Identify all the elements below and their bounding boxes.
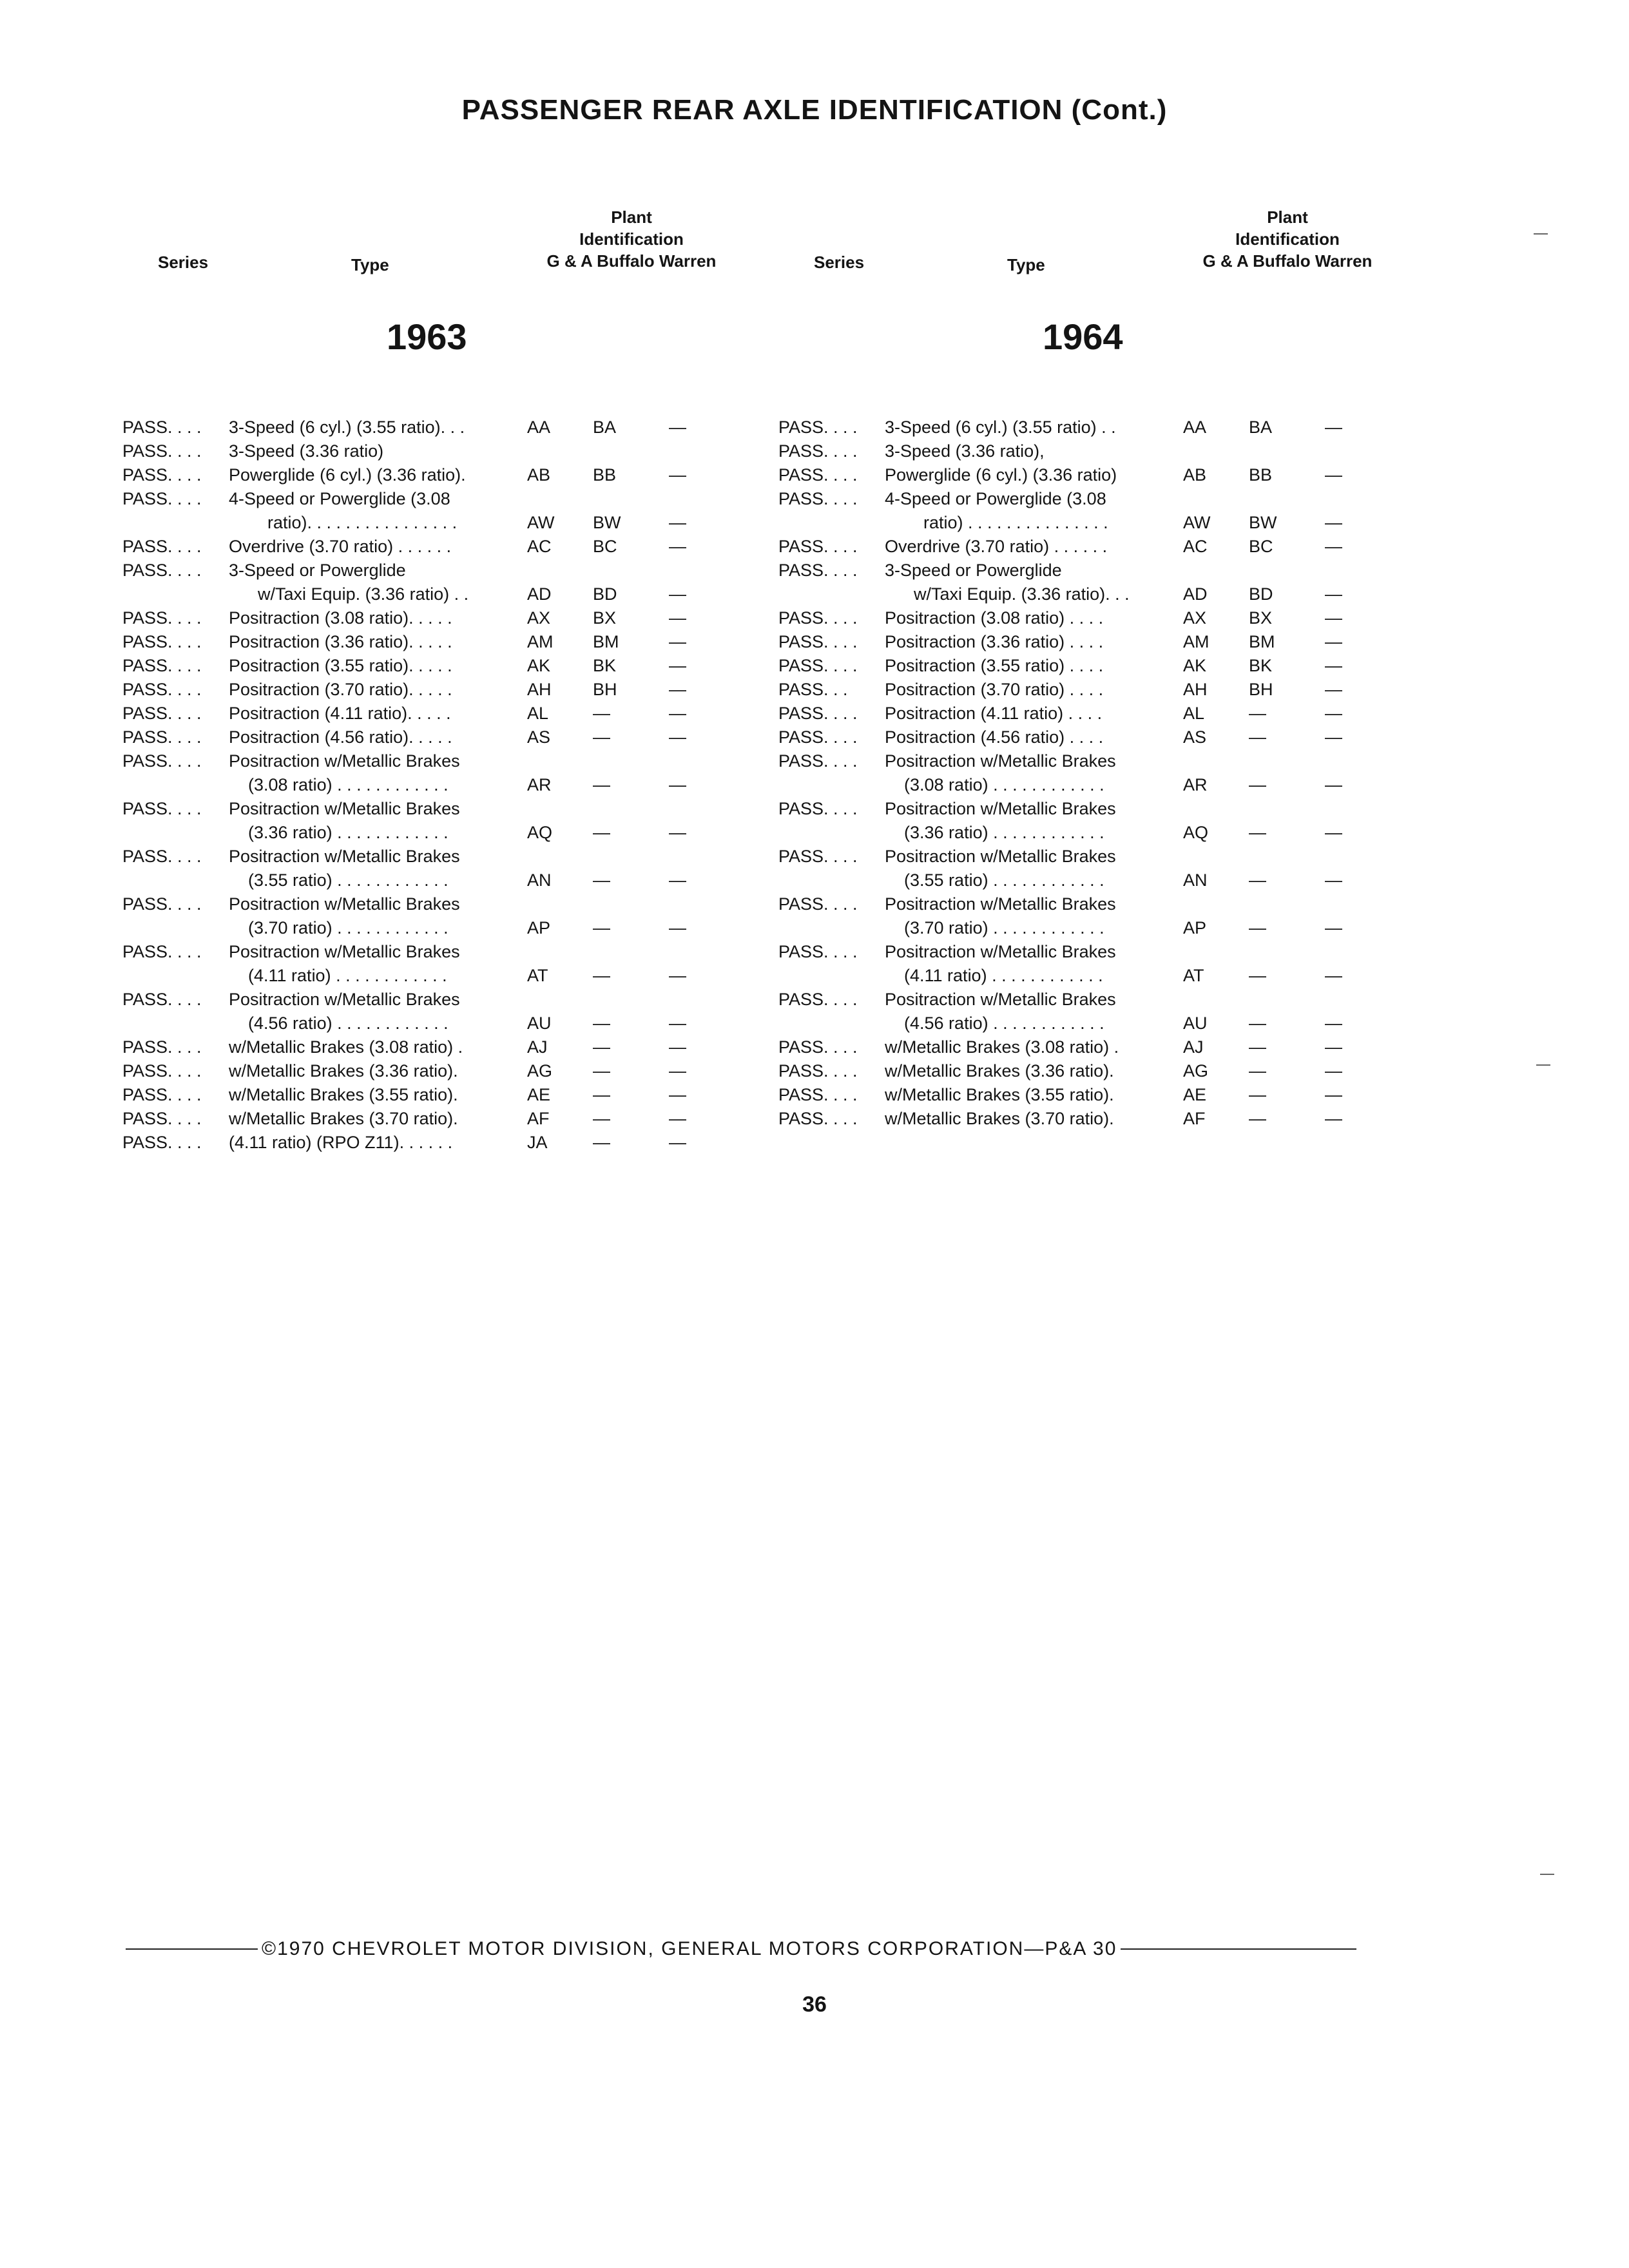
type-cell: 3-Speed or Powerglide w/Taxi Equip. (3.36 ratio) . . bbox=[229, 561, 469, 604]
year-heading: 1964 bbox=[1043, 316, 1123, 357]
warren-code-cell: — bbox=[669, 513, 686, 532]
buffalo-code-cell: — bbox=[1249, 823, 1266, 842]
warren-code-cell: — bbox=[1325, 966, 1342, 985]
series-cell: PASS. . . . bbox=[778, 656, 858, 675]
page-number: 36 bbox=[802, 1992, 827, 2017]
warren-code-cell: — bbox=[669, 823, 686, 842]
series-cell: PASS. . . . bbox=[778, 1037, 858, 1057]
scan-mark bbox=[1540, 1874, 1554, 1875]
series-cell: PASS. . . . bbox=[778, 608, 858, 628]
ga-code-cell: AT bbox=[1183, 966, 1204, 985]
type-cell: Positraction w/Metallic Brakes (3.70 ratio) . . . . . . . . . . . . bbox=[229, 894, 460, 937]
series-cell: PASS. . . . bbox=[778, 704, 858, 723]
series-cell: PASS. . . . bbox=[122, 942, 202, 961]
ga-code-cell: AR bbox=[1183, 775, 1208, 794]
table-row bbox=[778, 559, 1474, 606]
type-cell: Positraction w/Metallic Brakes (3.70 ratio) . . . . . . . . . . . . bbox=[885, 894, 1116, 937]
type-cell: w/Metallic Brakes (3.70 ratio). bbox=[229, 1109, 458, 1128]
table-row bbox=[122, 630, 818, 654]
type-cell: Positraction (3.70 ratio). . . . . bbox=[229, 680, 452, 699]
series-cell: PASS. . . . bbox=[778, 751, 858, 771]
warren-code-cell: — bbox=[1325, 727, 1342, 747]
ga-code-cell: AK bbox=[527, 656, 551, 675]
table-row bbox=[122, 1083, 818, 1107]
buffalo-code-cell: BW bbox=[1249, 513, 1277, 532]
series-cell: PASS. . . . bbox=[122, 608, 202, 628]
table-row bbox=[778, 749, 1474, 797]
ga-code-cell: AA bbox=[1183, 418, 1207, 437]
series-cell: PASS. . . . bbox=[778, 894, 858, 914]
ga-code-cell: AE bbox=[1183, 1085, 1207, 1104]
warren-code-cell: — bbox=[669, 584, 686, 604]
ga-code-cell: AB bbox=[527, 465, 551, 485]
ga-code-cell: AS bbox=[527, 727, 551, 747]
table-row bbox=[778, 702, 1474, 726]
table-row bbox=[122, 463, 818, 487]
series-cell: PASS. . . . bbox=[122, 1133, 202, 1152]
table-row bbox=[778, 726, 1474, 749]
series-cell: PASS. . . . bbox=[122, 894, 202, 914]
table-row bbox=[122, 439, 818, 463]
warren-code-cell: — bbox=[669, 465, 686, 485]
warren-code-cell: — bbox=[669, 870, 686, 890]
ga-code-cell: AD bbox=[527, 584, 552, 604]
ga-code-cell: AC bbox=[527, 537, 552, 556]
table-row bbox=[122, 797, 818, 845]
series-cell: PASS. . . . bbox=[778, 1085, 858, 1104]
series-cell: PASS. . . . bbox=[122, 799, 202, 818]
ga-code-cell: AP bbox=[527, 918, 551, 937]
ga-code-cell: AH bbox=[527, 680, 552, 699]
table-row bbox=[778, 535, 1474, 559]
buffalo-code-cell: BA bbox=[593, 418, 617, 437]
type-cell: Overdrive (3.70 ratio) . . . . . . bbox=[885, 537, 1108, 556]
type-cell: Positraction w/Metallic Brakes (4.11 ratio) . . . . . . . . . . . . bbox=[885, 942, 1116, 985]
type-cell: Positraction (4.11 ratio) . . . . bbox=[885, 704, 1103, 723]
series-cell: PASS. . . . bbox=[122, 751, 202, 771]
ga-code-cell: AP bbox=[1183, 918, 1207, 937]
table-row bbox=[122, 559, 818, 606]
buffalo-code-cell: BX bbox=[1249, 608, 1273, 628]
warren-code-cell: — bbox=[1325, 775, 1342, 794]
buffalo-code-cell: BW bbox=[593, 513, 621, 532]
type-cell: Positraction w/Metallic Brakes (3.36 ratio) . . . . . . . . . . . . bbox=[229, 799, 460, 842]
series-cell: PASS. . . . bbox=[122, 1085, 202, 1104]
warren-code-cell: — bbox=[669, 1014, 686, 1033]
buffalo-code-cell: — bbox=[1249, 704, 1266, 723]
type-cell: 4-Speed or Powerglide (3.08 ratio). . . . . . . . . . . . . . . . bbox=[229, 489, 458, 532]
type-cell: 3-Speed (3.36 ratio) bbox=[229, 441, 384, 461]
warren-code-cell: — bbox=[1325, 1037, 1342, 1057]
plant-header-line3: G & A Buffalo Warren bbox=[1202, 251, 1373, 271]
ga-code-cell: AE bbox=[527, 1085, 551, 1104]
type-cell: w/Metallic Brakes (3.36 ratio). bbox=[229, 1061, 458, 1081]
type-cell: Positraction w/Metallic Brakes (3.08 ratio) . . . . . . . . . . . . bbox=[229, 751, 460, 794]
buffalo-code-cell: BM bbox=[593, 632, 619, 651]
series-cell: PASS. . . bbox=[778, 680, 848, 699]
warren-code-cell: — bbox=[669, 704, 686, 723]
type-cell: w/Metallic Brakes (3.08 ratio) . bbox=[885, 1037, 1119, 1057]
type-cell: 3-Speed (6 cyl.) (3.55 ratio) . . bbox=[885, 418, 1116, 437]
type-cell: Positraction (3.08 ratio). . . . . bbox=[229, 608, 452, 628]
series-cell: PASS. . . . bbox=[778, 727, 858, 747]
buffalo-code-cell: BD bbox=[1249, 584, 1273, 604]
ga-code-cell: AJ bbox=[1183, 1037, 1204, 1057]
ga-code-cell: AB bbox=[1183, 465, 1207, 485]
ga-code-cell: AN bbox=[527, 870, 552, 890]
buffalo-code-cell: — bbox=[593, 1133, 610, 1152]
warren-code-cell: — bbox=[669, 608, 686, 628]
warren-code-cell: — bbox=[669, 1061, 686, 1081]
table-row bbox=[122, 606, 818, 630]
table-row bbox=[122, 988, 818, 1035]
table-row bbox=[122, 416, 818, 439]
series-cell: PASS. . . . bbox=[122, 465, 202, 485]
buffalo-code-cell: — bbox=[1249, 1037, 1266, 1057]
table-row bbox=[778, 845, 1474, 892]
series-cell: PASS. . . . bbox=[778, 537, 858, 556]
warren-code-cell: — bbox=[1325, 1014, 1342, 1033]
column-1964 bbox=[778, 193, 1474, 1198]
series-cell: PASS. . . . bbox=[778, 418, 858, 437]
plant-identification-header bbox=[1178, 206, 1397, 272]
warren-code-cell: — bbox=[669, 1109, 686, 1128]
ga-code-cell: AM bbox=[1183, 632, 1210, 651]
buffalo-code-cell: BH bbox=[593, 680, 617, 699]
buffalo-code-cell: BK bbox=[1249, 656, 1273, 675]
table-row bbox=[778, 606, 1474, 630]
footer-rule-right bbox=[1121, 1948, 1356, 1950]
table-row bbox=[778, 988, 1474, 1035]
buffalo-code-cell: — bbox=[593, 1085, 610, 1104]
type-cell: Positraction (3.36 ratio). . . . . bbox=[229, 632, 452, 651]
ga-code-cell: AN bbox=[1183, 870, 1208, 890]
series-cell: PASS. . . . bbox=[122, 847, 202, 866]
table-row bbox=[122, 702, 818, 726]
ga-code-cell: AF bbox=[1183, 1109, 1206, 1128]
buffalo-code-cell: BC bbox=[593, 537, 617, 556]
buffalo-code-cell: — bbox=[1249, 727, 1266, 747]
table-row bbox=[122, 726, 818, 749]
buffalo-code-cell: — bbox=[1249, 1061, 1266, 1081]
table-row bbox=[122, 845, 818, 892]
series-header: Series bbox=[158, 253, 209, 272]
footer-rule-left bbox=[126, 1948, 258, 1950]
scan-mark bbox=[1536, 1064, 1550, 1066]
buffalo-code-cell: — bbox=[593, 870, 610, 890]
series-cell: PASS. . . . bbox=[122, 1037, 202, 1057]
type-cell: Positraction (3.55 ratio). . . . . bbox=[229, 656, 452, 675]
series-cell: PASS. . . . bbox=[122, 656, 202, 675]
buffalo-code-cell: — bbox=[593, 918, 610, 937]
series-cell: PASS. . . . bbox=[778, 465, 858, 485]
buffalo-code-cell: — bbox=[593, 966, 610, 985]
ga-code-cell: AM bbox=[527, 632, 554, 651]
type-cell: Positraction (4.11 ratio). . . . . bbox=[229, 704, 451, 723]
ga-code-cell: JA bbox=[527, 1133, 548, 1152]
ga-code-cell: AW bbox=[1183, 513, 1211, 532]
ga-code-cell: AD bbox=[1183, 584, 1208, 604]
type-cell: 3-Speed (6 cyl.) (3.55 ratio). . . bbox=[229, 418, 465, 437]
warren-code-cell: — bbox=[1325, 608, 1342, 628]
series-cell: PASS. . . . bbox=[122, 990, 202, 1009]
warren-code-cell: — bbox=[1325, 918, 1342, 937]
warren-code-cell: — bbox=[669, 727, 686, 747]
type-cell: w/Metallic Brakes (3.08 ratio) . bbox=[229, 1037, 463, 1057]
table-row bbox=[778, 797, 1474, 845]
axle-table-1963 bbox=[122, 416, 818, 1155]
series-header: Series bbox=[814, 253, 865, 272]
table-row bbox=[778, 940, 1474, 988]
ga-code-cell: AJ bbox=[527, 1037, 548, 1057]
plant-header-line2: Identification bbox=[579, 229, 684, 249]
warren-code-cell: — bbox=[669, 775, 686, 794]
table-row bbox=[778, 416, 1474, 439]
ga-code-cell: AX bbox=[527, 608, 551, 628]
warren-code-cell: — bbox=[669, 966, 686, 985]
buffalo-code-cell: BH bbox=[1249, 680, 1273, 699]
ga-code-cell: AL bbox=[1183, 704, 1205, 723]
series-cell: PASS. . . . bbox=[778, 561, 858, 580]
type-cell: Positraction w/Metallic Brakes (4.56 ratio) . . . . . . . . . . . . bbox=[885, 990, 1116, 1033]
series-cell: PASS. . . . bbox=[122, 537, 202, 556]
ga-code-cell: AQ bbox=[1183, 823, 1209, 842]
buffalo-code-cell: — bbox=[593, 775, 610, 794]
series-cell: PASS. . . . bbox=[122, 704, 202, 723]
ga-code-cell: AW bbox=[527, 513, 555, 532]
series-cell: PASS. . . . bbox=[778, 1109, 858, 1128]
table-row bbox=[122, 678, 818, 702]
ga-code-cell: AC bbox=[1183, 537, 1208, 556]
scan-mark bbox=[1534, 233, 1548, 235]
type-cell: Positraction (4.56 ratio). . . . . bbox=[229, 727, 452, 747]
table-row bbox=[122, 1107, 818, 1131]
series-cell: PASS. . . . bbox=[122, 489, 202, 508]
buffalo-code-cell: — bbox=[593, 727, 610, 747]
type-cell: Positraction w/Metallic Brakes (3.36 ratio) . . . . . . . . . . . . bbox=[885, 799, 1116, 842]
buffalo-code-cell: BD bbox=[593, 584, 617, 604]
warren-code-cell: — bbox=[1325, 823, 1342, 842]
type-cell: w/Metallic Brakes (3.55 ratio). bbox=[885, 1085, 1114, 1104]
buffalo-code-cell: — bbox=[1249, 1014, 1266, 1033]
ga-code-cell: AR bbox=[527, 775, 552, 794]
ga-code-cell: AA bbox=[527, 418, 551, 437]
table-row bbox=[122, 749, 818, 797]
warren-code-cell: — bbox=[1325, 704, 1342, 723]
warren-code-cell: — bbox=[1325, 584, 1342, 604]
ga-code-cell: AG bbox=[1183, 1061, 1209, 1081]
table-row bbox=[122, 487, 818, 535]
buffalo-code-cell: — bbox=[593, 704, 610, 723]
warren-code-cell: — bbox=[1325, 1109, 1342, 1128]
ga-code-cell: AQ bbox=[527, 823, 553, 842]
series-cell: PASS. . . . bbox=[122, 1061, 202, 1081]
ga-code-cell: AS bbox=[1183, 727, 1207, 747]
warren-code-cell: — bbox=[669, 680, 686, 699]
page-title: PASSENGER REAR AXLE IDENTIFICATION (Cont.) bbox=[461, 94, 1168, 126]
buffalo-code-cell: — bbox=[1249, 918, 1266, 937]
buffalo-code-cell: BM bbox=[1249, 632, 1275, 651]
buffalo-code-cell: — bbox=[593, 1109, 610, 1128]
type-cell: Positraction (4.56 ratio) . . . . bbox=[885, 727, 1104, 747]
column-1963 bbox=[122, 193, 818, 1198]
buffalo-code-cell: BX bbox=[593, 608, 617, 628]
ga-code-cell: AL bbox=[527, 704, 549, 723]
buffalo-code-cell: — bbox=[1249, 870, 1266, 890]
ga-code-cell: AU bbox=[1183, 1014, 1208, 1033]
type-cell: Positraction w/Metallic Brakes (3.55 ratio) . . . . . . . . . . . . bbox=[885, 847, 1116, 890]
table-row bbox=[122, 654, 818, 678]
table-row bbox=[778, 463, 1474, 487]
plant-identification-header bbox=[522, 206, 741, 272]
warren-code-cell: — bbox=[1325, 537, 1342, 556]
buffalo-code-cell: — bbox=[593, 1037, 610, 1057]
warren-code-cell: — bbox=[1325, 632, 1342, 651]
table-row bbox=[778, 678, 1474, 702]
table-row bbox=[122, 1035, 818, 1059]
warren-code-cell: — bbox=[669, 537, 686, 556]
buffalo-code-cell: — bbox=[1249, 1109, 1266, 1128]
series-cell: PASS. . . . bbox=[122, 727, 202, 747]
warren-code-cell: — bbox=[1325, 418, 1342, 437]
type-cell: Positraction w/Metallic Brakes (4.56 ratio) . . . . . . . . . . . . bbox=[229, 990, 460, 1033]
warren-code-cell: — bbox=[669, 1037, 686, 1057]
buffalo-code-cell: BB bbox=[593, 465, 617, 485]
warren-code-cell: — bbox=[1325, 1085, 1342, 1104]
type-cell: w/Metallic Brakes (3.70 ratio). bbox=[885, 1109, 1114, 1128]
buffalo-code-cell: — bbox=[1249, 775, 1266, 794]
warren-code-cell: — bbox=[1325, 465, 1342, 485]
type-cell: 4-Speed or Powerglide (3.08 ratio) . . . . . . . . . . . . . . . bbox=[885, 489, 1108, 532]
type-cell: Positraction (3.36 ratio) . . . . bbox=[885, 632, 1104, 651]
type-cell: (4.11 ratio) (RPO Z11). . . . . . bbox=[229, 1133, 453, 1152]
buffalo-code-cell: — bbox=[593, 823, 610, 842]
series-cell: PASS. . . . bbox=[778, 990, 858, 1009]
table-row bbox=[122, 1059, 818, 1083]
series-cell: PASS. . . . bbox=[778, 632, 858, 651]
year-heading: 1963 bbox=[387, 316, 467, 357]
ga-code-cell: AF bbox=[527, 1109, 550, 1128]
table-row bbox=[122, 535, 818, 559]
table-row bbox=[778, 1107, 1474, 1131]
type-cell: Powerglide (6 cyl.) (3.36 ratio) bbox=[885, 465, 1117, 485]
table-row bbox=[778, 1083, 1474, 1107]
series-cell: PASS. . . . bbox=[122, 441, 202, 461]
table-row bbox=[778, 487, 1474, 535]
warren-code-cell: — bbox=[1325, 870, 1342, 890]
ga-code-cell: AH bbox=[1183, 680, 1208, 699]
ga-code-cell: AU bbox=[527, 1014, 552, 1033]
buffalo-code-cell: — bbox=[1249, 966, 1266, 985]
warren-code-cell: — bbox=[669, 418, 686, 437]
copyright-text: ©1970 CHEVROLET MOTOR DIVISION, GENERAL MOTORS CORPORATION—P&A 30 bbox=[262, 1938, 1117, 1959]
table-row bbox=[122, 1131, 818, 1155]
table-row bbox=[122, 940, 818, 988]
plant-header-line2: Identification bbox=[1235, 229, 1340, 249]
plant-header-line3: G & A Buffalo Warren bbox=[546, 251, 717, 271]
buffalo-code-cell: BC bbox=[1249, 537, 1273, 556]
axle-table-1964 bbox=[778, 416, 1474, 1131]
table-row bbox=[778, 1059, 1474, 1083]
table-row bbox=[778, 892, 1474, 940]
warren-code-cell: — bbox=[1325, 680, 1342, 699]
ga-code-cell: AK bbox=[1183, 656, 1207, 675]
type-header: Type bbox=[351, 255, 389, 274]
buffalo-code-cell: — bbox=[593, 1014, 610, 1033]
type-cell: Positraction w/Metallic Brakes (3.55 ratio) . . . . . . . . . . . . bbox=[229, 847, 460, 890]
type-cell: Positraction w/Metallic Brakes (4.11 ratio) . . . . . . . . . . . . bbox=[229, 942, 460, 985]
series-cell: PASS. . . . bbox=[122, 561, 202, 580]
footer bbox=[126, 1938, 1356, 1960]
series-cell: PASS. . . . bbox=[778, 942, 858, 961]
warren-code-cell: — bbox=[1325, 656, 1342, 675]
type-cell: 3-Speed (3.36 ratio), bbox=[885, 441, 1045, 461]
buffalo-code-cell: BB bbox=[1249, 465, 1273, 485]
series-cell: PASS. . . . bbox=[778, 799, 858, 818]
table-row bbox=[778, 654, 1474, 678]
type-cell: Overdrive (3.70 ratio) . . . . . . bbox=[229, 537, 452, 556]
series-cell: PASS. . . . bbox=[778, 1061, 858, 1081]
series-cell: PASS. . . . bbox=[122, 418, 202, 437]
warren-code-cell: — bbox=[669, 656, 686, 675]
warren-code-cell: — bbox=[669, 1085, 686, 1104]
type-cell: Positraction (3.08 ratio) . . . . bbox=[885, 608, 1104, 628]
warren-code-cell: — bbox=[669, 918, 686, 937]
series-cell: PASS. . . . bbox=[778, 847, 858, 866]
table-row bbox=[778, 1035, 1474, 1059]
warren-code-cell: — bbox=[669, 632, 686, 651]
series-cell: PASS. . . . bbox=[778, 489, 858, 508]
type-header: Type bbox=[1007, 255, 1045, 274]
plant-header-line1: Plant bbox=[611, 207, 652, 227]
buffalo-code-cell: BA bbox=[1249, 418, 1273, 437]
type-cell: w/Metallic Brakes (3.36 ratio). bbox=[885, 1061, 1114, 1081]
table-row bbox=[122, 892, 818, 940]
type-cell: Positraction (3.55 ratio) . . . . bbox=[885, 656, 1104, 675]
type-cell: Positraction w/Metallic Brakes (3.08 ratio) . . . . . . . . . . . . bbox=[885, 751, 1116, 794]
table-row bbox=[778, 439, 1474, 463]
buffalo-code-cell: — bbox=[1249, 1085, 1266, 1104]
buffalo-code-cell: — bbox=[593, 1061, 610, 1081]
series-cell: PASS. . . . bbox=[122, 632, 202, 651]
ga-code-cell: AG bbox=[527, 1061, 553, 1081]
ga-code-cell: AX bbox=[1183, 608, 1207, 628]
buffalo-code-cell: BK bbox=[593, 656, 617, 675]
type-cell: w/Metallic Brakes (3.55 ratio). bbox=[229, 1085, 458, 1104]
series-cell: PASS. . . . bbox=[122, 680, 202, 699]
table-row bbox=[778, 630, 1474, 654]
type-cell: Powerglide (6 cyl.) (3.36 ratio). bbox=[229, 465, 466, 485]
warren-code-cell: — bbox=[1325, 1061, 1342, 1081]
series-cell: PASS. . . . bbox=[778, 441, 858, 461]
type-cell: Positraction (3.70 ratio) . . . . bbox=[885, 680, 1104, 699]
plant-header-line1: Plant bbox=[1267, 207, 1308, 227]
warren-code-cell: — bbox=[669, 1133, 686, 1152]
type-cell: 3-Speed or Powerglide w/Taxi Equip. (3.36 ratio). . . bbox=[885, 561, 1130, 604]
ga-code-cell: AT bbox=[527, 966, 548, 985]
series-cell: PASS. . . . bbox=[122, 1109, 202, 1128]
warren-code-cell: — bbox=[1325, 513, 1342, 532]
